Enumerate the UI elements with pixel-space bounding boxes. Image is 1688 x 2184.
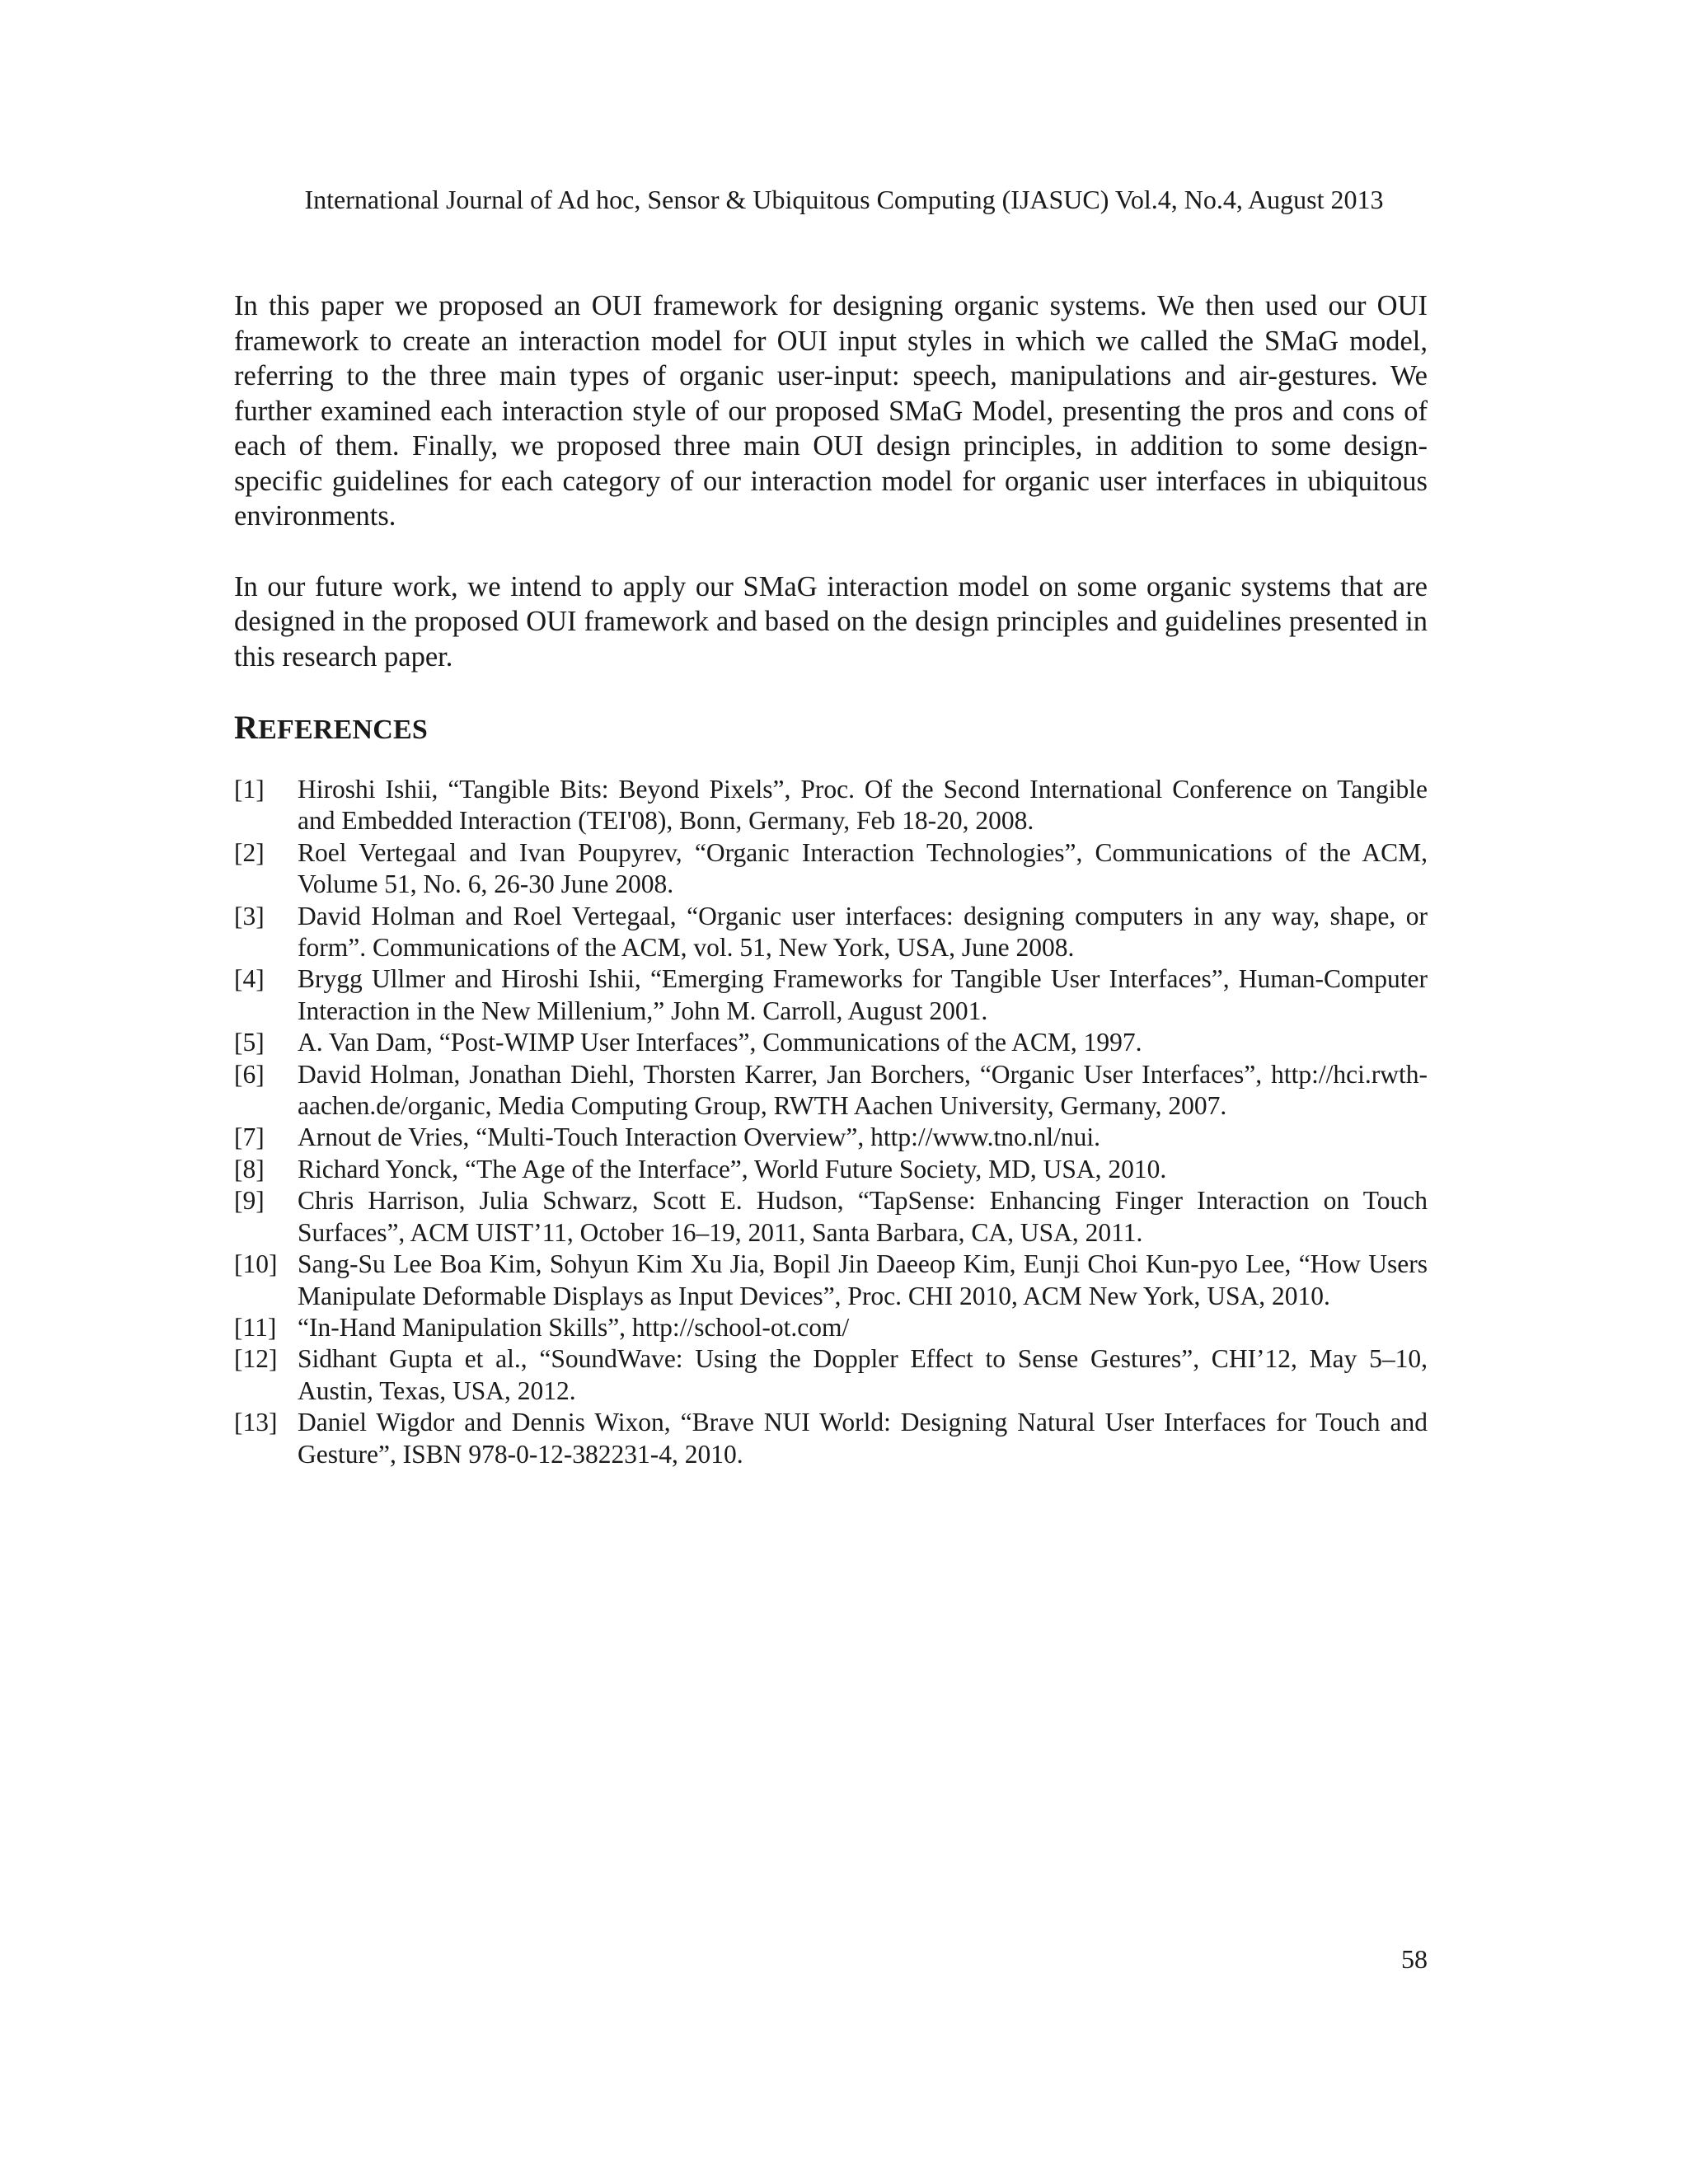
reference-item <box>234 1027 1428 1058</box>
reference-item <box>234 1185 1428 1249</box>
body-paragraph: In this paper we proposed an OUI framework for designing organic systems. We then used our OUI framework to create an interaction model for OUI input styles in which we called the SMaG model, referring to the three main types of organic user-input: speech, manipulations and air-gestures. We further examined each interaction style of our proposed SMaG Model, presenting the pros and cons of each of them. Finally, we proposed three main OUI design principles, in addition to some design-specific guidelines for each category of our interaction model for organic user interfaces in ubiquitous environments. <box>234 290 1428 532</box>
reference-number: [7] <box>234 1122 265 1152</box>
reference-number: [6] <box>234 1059 265 1089</box>
reference-item <box>234 774 1428 837</box>
reference-number: [3] <box>234 901 265 930</box>
reference-number: [13] <box>234 1408 278 1437</box>
reference-number: [8] <box>234 1154 265 1183</box>
reference-text: Sang-Su Lee Boa Kim, Sohyun Kim Xu Jia, Bopil Jin Daeeop Kim, Eunji Choi Kun-pyo Lee, “How Users Manipulate Deformable Displays as Input Devices”, Proc. CHI 2010, ACM New York, USA, 2010. <box>298 1249 1428 1310</box>
reference-item <box>234 1059 1428 1122</box>
reference-number: [4] <box>234 964 265 994</box>
reference-text: Richard Yonck, “The Age of the Interface”, World Future Society, MD, USA, 2010. <box>298 1154 1167 1183</box>
page-content <box>234 288 1428 1470</box>
body-paragraph: In our future work, we intend to apply our SMaG interaction model on some organic systems that are designed in the proposed OUI framework and based on the design principles and guidelines presented in this research paper. <box>234 570 1428 673</box>
reference-text: David Holman, Jonathan Diehl, Thorsten Karrer, Jan Borchers, “Organic User Interfaces”, http://hci.rwth-aachen.de/organic, Media Computing Group, RWTH Aachen University, Germany, 2007. <box>298 1059 1428 1121</box>
references-heading <box>234 707 1428 751</box>
reference-text: David Holman and Roel Vertegaal, “Organic user interfaces: designing computers in any way, shape, or form”. Communications of the ACM, vol. 51, New York, USA, June 2008. <box>298 901 1428 963</box>
reference-number: [11] <box>234 1312 277 1342</box>
reference-text: Hiroshi Ishii, “Tangible Bits: Beyond Pixels”, Proc. Of the Second International Conference on Tangible and Embedded Interaction (TEI'08), Bonn, Germany, Feb 18-20, 2008. <box>298 775 1428 836</box>
reference-text: Brygg Ullmer and Hiroshi Ishii, “Emerging Frameworks for Tangible User Interfaces”, Human-Computer Interaction in the New Millenium,” John M. Carroll, August 2001. <box>298 964 1428 1025</box>
reference-item <box>234 963 1428 1027</box>
running-header: International Journal of Ad hoc, Sensor & Ubiquitous Computing (IJASUC) Vol.4, No.4, August 2013 <box>304 185 1384 214</box>
reference-item <box>234 837 1428 901</box>
references-heading-rest: EFERENCES <box>258 715 428 745</box>
reference-text: A. Van Dam, “Post-WIMP User Interfaces”, Communications of the ACM, 1997. <box>298 1028 1142 1057</box>
reference-number: [5] <box>234 1028 265 1057</box>
reference-number: [10] <box>234 1249 278 1279</box>
reference-number: [9] <box>234 1186 265 1216</box>
reference-text: “In-Hand Manipulation Skills”, http://school-ot.com/ <box>298 1312 850 1342</box>
reference-text: Sidhant Gupta et al., “SoundWave: Using the Doppler Effect to Sense Gestures”, CHI’12, May 5–10, Austin, Texas, USA, 2012. <box>298 1344 1428 1405</box>
reference-item <box>234 901 1428 964</box>
reference-item <box>234 1122 1428 1153</box>
reference-item <box>234 1312 1428 1343</box>
reference-number: [2] <box>234 837 265 867</box>
reference-text: Chris Harrison, Julia Schwarz, Scott E. Hudson, “TapSense: Enhancing Finger Interaction on Touch Surfaces”, ACM UIST’11, October 16–19, 2011, Santa Barbara, CA, USA, 2011. <box>298 1186 1428 1247</box>
reference-number: [1] <box>234 775 265 804</box>
reference-text: Roel Vertegaal and Ivan Poupyrev, “Organic Interaction Technologies”, Communications of the ACM, Volume 51, No. 6, 26-30 June 2008. <box>298 837 1428 899</box>
reference-text: Daniel Wigdor and Dennis Wixon, “Brave NUI World: Designing Natural User Interfaces for Touch and Gesture”, ISBN 978-0-12-382231-4, 2010. <box>298 1408 1428 1469</box>
reference-item <box>234 1407 1428 1470</box>
reference-number: [12] <box>234 1344 278 1374</box>
reference-item <box>234 1154 1428 1185</box>
reference-text: Arnout de Vries, “Multi-Touch Interaction Overview”, http://www.tno.nl/nui. <box>298 1122 1100 1152</box>
references-heading-initial: R <box>234 709 259 746</box>
reference-item <box>234 1249 1428 1312</box>
page-number: 58 <box>1401 1944 1428 1974</box>
reference-list <box>234 774 1428 1470</box>
reference-item <box>234 1343 1428 1407</box>
